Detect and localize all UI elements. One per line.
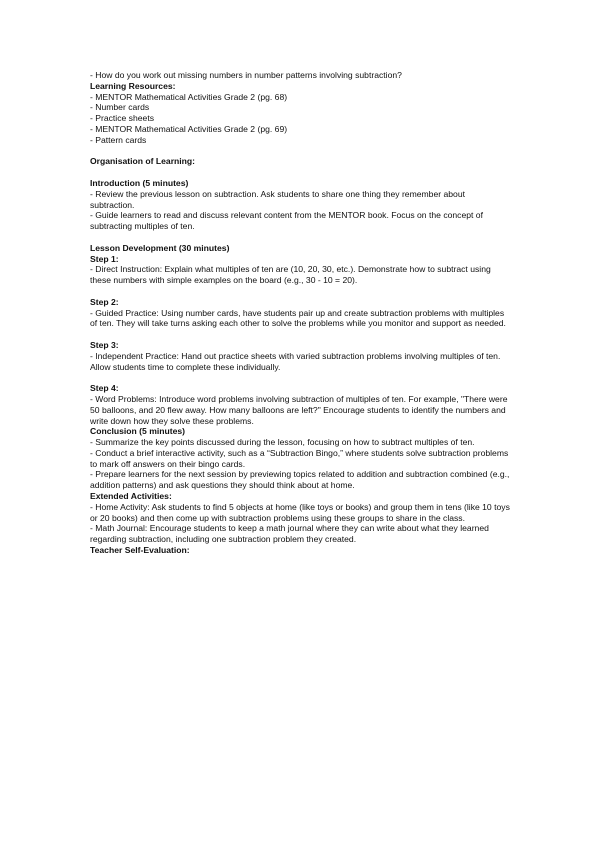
step-text: - Word Problems: Introduce word problems involving subtraction of multiples of ten. For example, "There were 50 balloons, and 20 flew away. How many balloons are left?" Encourage students to identify the numbers and write down how they solve these problems.: [90, 393, 508, 426]
spacer: [90, 146, 510, 157]
spacer: [90, 167, 510, 178]
spacer: [90, 372, 510, 383]
step-label: Step 1:: [90, 253, 119, 264]
organisation-heading: Organisation of Learning:: [90, 156, 196, 167]
step-text: - Guided Practice: Using number cards, have students pair up and create subtraction problems with multiples of ten. They will take turns asking each other to solve the problems while you monitor and support as needed.: [90, 307, 506, 329]
spacer: [90, 286, 510, 297]
step-label: Step 2:: [90, 296, 119, 307]
conclusion-item: - Conduct a brief interactive activity, such as a “Subtraction Bingo,” where students solve subtraction problems to mark off answers on their bingo cards.: [90, 447, 509, 469]
document-page: [90, 70, 510, 556]
resource-item: - MENTOR Mathematical Activities Grade 2 (pg. 69): [90, 123, 288, 134]
extended-activities-heading: Extended Activities:: [90, 491, 172, 502]
learning-resources-heading: Learning Resources:: [90, 80, 176, 91]
intro-question: - How do you work out missing numbers in number patterns involving subtraction?: [90, 70, 402, 80]
conclusion-item: - Prepare learners for the next session by previewing topics related to addition and subtraction combined (e.g., addition patterns) and ask questions they should think about at home.: [90, 469, 510, 491]
resource-item: - MENTOR Mathematical Activities Grade 2 (pg. 68): [90, 91, 288, 102]
spacer: [90, 232, 510, 243]
step-label: Step 4:: [90, 383, 119, 394]
step-text: - Direct Instruction: Explain what multiples of ten are (10, 20, 30, etc.). Demonstrate how to subtract using these numbers with simple examples on the board (e.g., 30 - 10 = 20).: [90, 264, 491, 286]
conclusion-item: - Summarize the key points discussed during the lesson, focusing on how to subtract multiples of ten.: [90, 437, 475, 448]
spacer: [90, 329, 510, 340]
lesson-development-heading: Lesson Development (30 minutes): [90, 242, 230, 253]
introduction-item: - Review the previous lesson on subtraction. Ask students to share one thing they remember about subtraction.: [90, 188, 465, 210]
introduction-heading: Introduction (5 minutes): [90, 177, 189, 188]
step-text: - Independent Practice: Hand out practice sheets with varied subtraction problems involving multiples of ten. Allow students time to complete these individually.: [90, 350, 501, 372]
resource-item: - Number cards: [90, 102, 150, 113]
resource-item: - Pattern cards: [90, 134, 147, 145]
resource-item: - Practice sheets: [90, 113, 154, 124]
extended-activity-item: - Home Activity: Ask students to find 5 objects at home (like toys or books) and group them in tens (like 10 toys or 20 books) and then come up with subtraction problems using these groups to share in the class.: [90, 501, 510, 523]
extended-activity-item: - Math Journal: Encourage students to keep a math journal where they can write about what they learned regarding subtraction, including one subtraction problem they created.: [90, 523, 489, 545]
conclusion-heading: Conclusion (5 minutes): [90, 426, 186, 437]
self-evaluation-heading: Teacher Self-Evaluation:: [90, 545, 190, 556]
introduction-item: - Guide learners to read and discuss relevant content from the MENTOR book. Focus on the concept of subtracting multiples of ten.: [90, 210, 483, 232]
step-label: Step 3:: [90, 339, 119, 350]
